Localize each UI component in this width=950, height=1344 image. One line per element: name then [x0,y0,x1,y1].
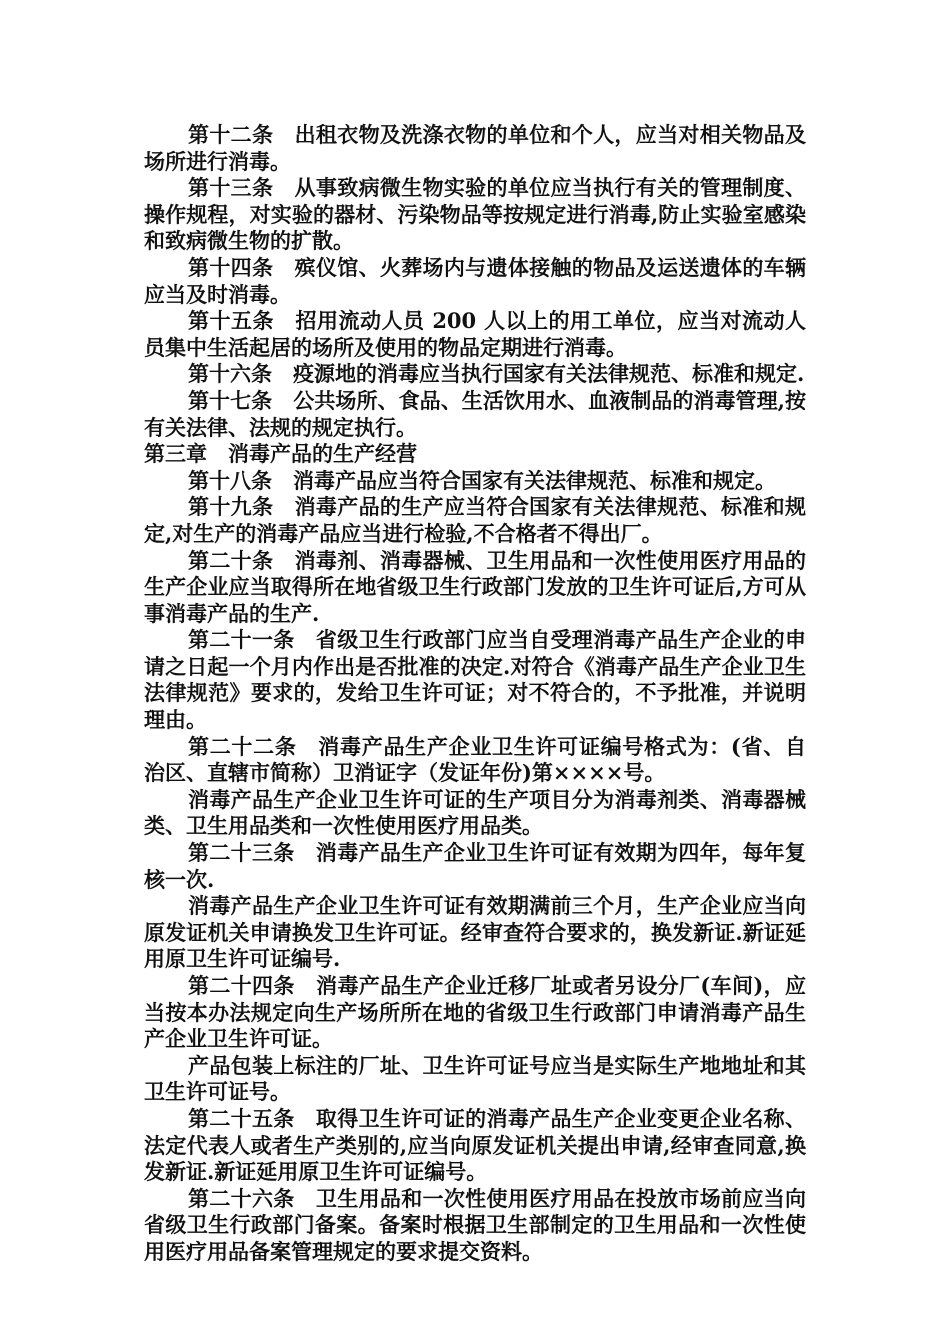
article-paragraph: 第二十四条 消毒产品生产企业迁移厂址或者另设分厂(车间)，应当按本办法规定向生产场所所在地的省级卫生行政部门申请消毒产品生产企业卫生许可证。 [144,973,806,1052]
chapter-heading: 第三章 消毒产品的生产经营 [144,441,417,467]
article-paragraph: 第二十条 消毒剂、消毒器械、卫生用品和一次性使用医疗用品的生产企业应当取得所在地省级卫生行政部门发放的卫生许可证后,方可从事消毒产品的生产. [144,547,806,626]
article-paragraph: 第二十二条 消毒产品生产企业卫生许可证编号格式为：(省、自治区、直辖市简称）卫消证字（发证年份)第××××号。 [144,733,806,786]
article-paragraph: 第二十六条 卫生用品和一次性使用医疗用品在投放市场前应当向省级卫生行政部门备案。备案时根据卫生部制定的卫生用品和一次性使用医疗用品备案管理规定的要求提交资料。 [144,1185,806,1264]
article-paragraph: 第二十三条 消毒产品生产企业卫生许可证有效期为四年，每年复核一次. [144,840,806,892]
article-paragraph: 第二十一条 省级卫生行政部门应当自受理消毒产品生产企业的申请之日起一个月内作出是否批准的决定.对符合《消毒产品生产企业卫生法律规范》要求的，发给卫生许可证；对不符合的，不予批准，并说明理由。 [144,627,806,733]
article-paragraph: 第十七条 公共场所、食品、生活饮用水、血液制品的消毒管理,按有关法律、法规的规定执行。 [144,387,806,440]
article-paragraph: 消毒产品生产企业卫生许可证的生产项目分为消毒剂类、消毒器械类、卫生用品类和一次性使用医疗用品类。 [144,786,806,839]
article-paragraph: 第十三条 从事致病微生物实验的单位应当执行有关的管理制度、操作规程，对实验的器材、污染物品等按规定进行消毒,防止实验室感染和致病微生物的扩散。 [144,175,806,254]
document-page [144,122,806,1266]
article-paragraph: 第二十五条 取得卫生许可证的消毒产品生产企业变更企业名称、法定代表人或者生产类别的,应当向原发证机关提出申请,经审查同意,换发新证.新证延用原卫生许可证编号。 [144,1105,806,1185]
article-paragraph: 产品包装上标注的厂址、卫生许可证号应当是实际生产地地址和其卫生许可证号。 [144,1052,806,1105]
article-paragraph: 第十四条 殡仪馆、火葬场内与遗体接触的物品及运送遗体的车辆应当及时消毒。 [144,254,806,307]
article-paragraph: 第十二条 出租衣物及洗涤衣物的单位和个人，应当对相关物品及场所进行消毒。 [144,122,806,174]
article-paragraph: 消毒产品生产企业卫生许可证有效期满前三个月，生产企业应当向原发证机关申请换发卫生许可证。经审查符合要求的，换发新证.新证延用原卫生许可证编号. [144,893,806,972]
article-paragraph: 第十五条 招用流动人员 200 人以上的用工单位，应当对流动人员集中生活起居的场所及使用的物品定期进行消毒。 [144,308,806,360]
article-paragraph: 第十六条 疫源地的消毒应当执行国家有关法律规范、标准和规定. [188,361,805,387]
article-paragraph: 第十八条 消毒产品应当符合国家有关法律规范、标准和规定。 [188,467,776,493]
article-paragraph: 第十九条 消毒产品的生产应当符合国家有关法律规范、标准和规定,对生产的消毒产品应当进行检验,不合格者不得出厂。 [144,494,806,546]
